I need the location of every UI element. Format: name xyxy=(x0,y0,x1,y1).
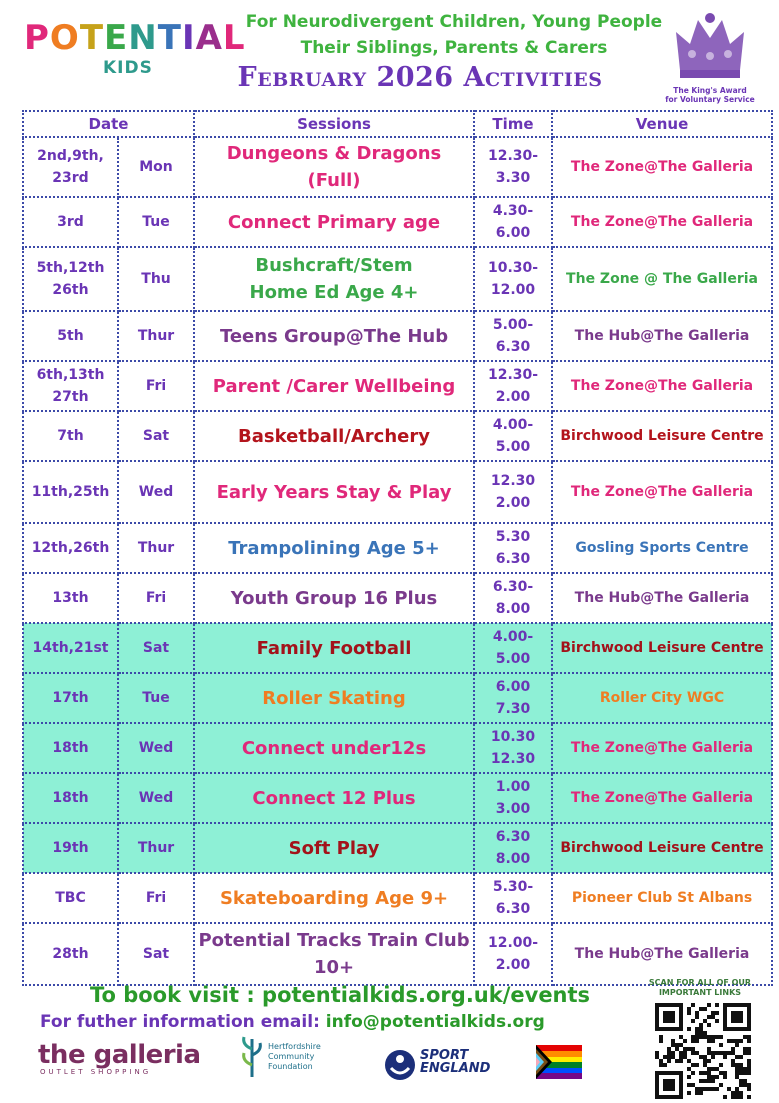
cell-date xyxy=(23,411,118,461)
sport-england-logo xyxy=(420,1049,490,1075)
table-row xyxy=(23,623,772,673)
cell-date-text: 17th xyxy=(52,690,89,706)
cell-session-text: 10+ xyxy=(313,957,355,978)
cell-day xyxy=(118,673,194,723)
cell-date-text: 3rd xyxy=(57,214,84,230)
cell-date-text: 19th xyxy=(52,840,89,856)
cell-time xyxy=(474,923,552,985)
cell-day xyxy=(118,823,194,873)
cell-venue-text: The Hub@The Galleria xyxy=(574,328,750,344)
page-title: February 2026 Activities xyxy=(237,62,603,93)
cell-time-text: 12.30 xyxy=(490,473,536,489)
cell-day xyxy=(118,923,194,985)
cell-session xyxy=(194,461,474,523)
cell-venue xyxy=(552,523,772,573)
cell-time xyxy=(474,573,552,623)
cell-time-text: 2.00 xyxy=(495,957,531,973)
cell-session xyxy=(194,247,474,311)
crown-icon xyxy=(672,10,748,82)
header-time: Time xyxy=(474,111,552,137)
cell-time xyxy=(474,773,552,823)
cell-day-text: Tue xyxy=(142,690,170,706)
cell-date-text: 14th,21st xyxy=(32,640,109,656)
cell-day-text: Tue xyxy=(142,214,170,230)
cell-session xyxy=(194,311,474,361)
cell-session-text: Youth Group 16 Plus xyxy=(230,587,438,609)
cell-session xyxy=(194,361,474,411)
cell-session-text: Family Football xyxy=(256,637,412,659)
galleria-logo: the galleria xyxy=(38,1040,201,1070)
cell-venue xyxy=(552,411,772,461)
cell-time-text: 12.00- xyxy=(487,935,539,951)
cell-venue-text: Pioneer Club St Albans xyxy=(571,890,753,906)
cell-date-text: 6th,13th xyxy=(36,367,105,383)
cell-venue xyxy=(552,461,772,523)
header-sessions: Sessions xyxy=(194,111,474,137)
cell-time-text: 4.00- xyxy=(492,417,534,433)
cell-time-text: 6.30 xyxy=(495,551,531,567)
cell-time-text: 5.00 xyxy=(495,439,531,455)
cell-venue xyxy=(552,197,772,247)
cell-venue xyxy=(552,673,772,723)
cell-session-text: Early Years Stay & Play xyxy=(216,481,452,503)
cell-session xyxy=(194,623,474,673)
cell-session xyxy=(194,137,474,197)
cell-session xyxy=(194,411,474,461)
herts-line-3: Foundation xyxy=(268,1062,313,1071)
logo-letter: L xyxy=(222,18,246,58)
cell-venue-text: Birchwood Leisure Centre xyxy=(560,840,764,856)
cell-session xyxy=(194,673,474,723)
cell-day-text: Fri xyxy=(145,378,167,394)
table-row xyxy=(23,361,772,411)
cell-day-text: Wed xyxy=(138,790,174,806)
logo-letter: T xyxy=(79,18,105,58)
cell-venue xyxy=(552,773,772,823)
herts-foundation-logo xyxy=(268,1042,321,1072)
cell-time xyxy=(474,673,552,723)
cell-date xyxy=(23,773,118,823)
cell-day-text: Sat xyxy=(142,428,170,444)
logo-letter: T xyxy=(157,18,182,58)
cell-time-text: 3.30 xyxy=(495,170,531,186)
herts-line-1: Hertfordshire xyxy=(268,1042,321,1051)
cell-day-text: Fri xyxy=(145,590,167,606)
cell-session-text: Connect 12 Plus xyxy=(252,787,416,809)
cell-venue-text: The Zone@The Galleria xyxy=(570,378,754,394)
logo-letter: O xyxy=(49,18,80,58)
cell-day xyxy=(118,311,194,361)
cell-venue xyxy=(552,573,772,623)
cell-date xyxy=(23,523,118,573)
cell-time-text: 6.30 xyxy=(495,901,531,917)
cell-time xyxy=(474,873,552,923)
galleria-logo-sub: OUTLET SHOPPING xyxy=(40,1068,152,1076)
email-line xyxy=(40,1012,545,1032)
sport-england-icon xyxy=(383,1048,417,1082)
cell-time-text: 8.00 xyxy=(495,601,531,617)
cell-time xyxy=(474,623,552,673)
cell-venue xyxy=(552,247,772,311)
table-row xyxy=(23,311,772,361)
cell-time xyxy=(474,247,552,311)
cell-day-text: Thu xyxy=(141,271,171,287)
cell-venue-text: The Hub@The Galleria xyxy=(574,946,750,962)
cell-venue-text: The Zone@The Galleria xyxy=(570,484,754,500)
cell-day-text: Thur xyxy=(137,328,175,344)
cell-time-text: 2.00 xyxy=(495,495,531,511)
cell-venue xyxy=(552,873,772,923)
cell-time xyxy=(474,723,552,773)
cell-time-text: 6.00 xyxy=(495,225,531,241)
cell-date-text: 5th xyxy=(57,328,84,344)
cell-date-text: 5th,12th xyxy=(36,260,105,276)
cell-day xyxy=(118,773,194,823)
cell-session xyxy=(194,573,474,623)
table-row xyxy=(23,197,772,247)
cell-session-text: Dungeons & Dragons xyxy=(226,143,442,164)
cell-time-text: 5.30 xyxy=(495,529,531,545)
cell-time-text: 7.30 xyxy=(495,701,531,717)
cell-venue-text: The Hub@The Galleria xyxy=(574,590,750,606)
cell-time-text: 6.30 xyxy=(495,339,531,355)
cell-day xyxy=(118,873,194,923)
cell-day-text: Sat xyxy=(142,640,170,656)
cell-date xyxy=(23,623,118,673)
cell-venue-text: The Zone@The Galleria xyxy=(570,214,754,230)
booking-link-text: To book visit : potentialkids.org.uk/events xyxy=(89,983,591,1007)
cell-day xyxy=(118,197,194,247)
cell-session-text: Teens Group@The Hub xyxy=(219,325,449,347)
cell-date-text: 23rd xyxy=(52,170,89,186)
cell-venue xyxy=(552,623,772,673)
cell-day-text: Wed xyxy=(138,740,174,756)
cell-session-text: Roller Skating xyxy=(262,687,406,709)
activities-table xyxy=(22,110,773,986)
cell-venue-text: The Zone@The Galleria xyxy=(570,740,754,756)
herts-foundation-icon xyxy=(238,1035,266,1079)
table-row xyxy=(23,411,772,461)
table-row xyxy=(23,673,772,723)
cell-date xyxy=(23,197,118,247)
table-row xyxy=(23,723,772,773)
cell-time xyxy=(474,197,552,247)
cell-time-text: 12.30 xyxy=(490,751,536,767)
cell-time-text: 6.00 xyxy=(495,679,531,695)
cell-date xyxy=(23,573,118,623)
cell-venue xyxy=(552,361,772,411)
cell-day xyxy=(118,411,194,461)
cell-session xyxy=(194,923,474,985)
cell-venue xyxy=(552,823,772,873)
table-row xyxy=(23,823,772,873)
cell-session-text: Skateboarding Age 9+ xyxy=(219,887,449,909)
cell-session xyxy=(194,773,474,823)
cell-date xyxy=(23,823,118,873)
cell-date xyxy=(23,873,118,923)
email-address: info@potentialkids.org xyxy=(325,1012,545,1032)
logo-kids: KIDS xyxy=(103,58,153,78)
cell-time xyxy=(474,411,552,461)
cell-time-text: 10.30- xyxy=(487,260,539,276)
email-label: For futher information email: xyxy=(40,1012,320,1032)
cell-day xyxy=(118,361,194,411)
cell-time-text: 5.00 xyxy=(495,651,531,667)
table-row xyxy=(23,461,772,523)
cell-date-text: 2nd,9th, xyxy=(37,148,104,164)
cell-day-text: Wed xyxy=(138,484,174,500)
cell-date-text: 7th xyxy=(57,428,84,444)
cell-session xyxy=(194,523,474,573)
cell-time-text: 4.30- xyxy=(492,203,534,219)
table-row xyxy=(23,523,772,573)
cell-day xyxy=(118,573,194,623)
cell-date xyxy=(23,247,118,311)
cell-day xyxy=(118,623,194,673)
table-header-row xyxy=(23,111,772,137)
table-row xyxy=(23,137,772,197)
cell-day xyxy=(118,461,194,523)
cell-time-text: 12.30- xyxy=(487,148,539,164)
cell-day-text: Fri xyxy=(145,890,167,906)
cell-time-text: 2.00 xyxy=(495,389,531,405)
award-line-2: for Voluntary Service xyxy=(665,95,755,104)
cell-time xyxy=(474,137,552,197)
cell-time-text: 1.00 xyxy=(495,779,531,795)
cell-session-text: Bushcraft/Stem xyxy=(255,255,413,276)
tagline-line-1: For Neurodivergent Children, Young People xyxy=(245,12,663,32)
cell-date xyxy=(23,923,118,985)
cell-time-text: 6.30 xyxy=(495,829,531,845)
cell-time xyxy=(474,523,552,573)
cell-venue-text: The Zone@The Galleria xyxy=(570,790,754,806)
cell-day xyxy=(118,247,194,311)
cell-venue-text: The Zone@The Galleria xyxy=(570,159,754,175)
cell-session-text: Trampolining Age 5+ xyxy=(228,537,440,559)
cell-date-text: 26th xyxy=(52,282,89,298)
herts-line-2: Community xyxy=(268,1052,315,1061)
cell-date-text: 13th xyxy=(52,590,89,606)
sport-line-2: ENGLAND xyxy=(420,1061,491,1076)
cell-venue xyxy=(552,923,772,985)
cell-venue xyxy=(552,723,772,773)
cell-date xyxy=(23,673,118,723)
table-row xyxy=(23,573,772,623)
cell-session-text: Potential Tracks Train Club xyxy=(198,930,470,951)
cell-time xyxy=(474,461,552,523)
logo-letter: N xyxy=(128,18,158,58)
cell-date xyxy=(23,137,118,197)
tagline-line-2: Their Siblings, Parents & Carers xyxy=(300,38,608,58)
cell-session xyxy=(194,197,474,247)
cell-time-text: 10.30 xyxy=(490,729,536,745)
cell-time xyxy=(474,311,552,361)
cell-venue xyxy=(552,137,772,197)
cell-time-text: 12.00 xyxy=(490,282,536,298)
logo-letter: P xyxy=(24,18,50,58)
cell-time-text: 4.00- xyxy=(492,629,534,645)
header-date: Date xyxy=(23,111,194,137)
cell-day-text: Thur xyxy=(137,540,175,556)
cell-date-text: 11th,25th xyxy=(31,484,110,500)
cell-day-text: Sat xyxy=(142,946,170,962)
cell-time-text: 5.30- xyxy=(492,879,534,895)
table-row xyxy=(23,247,772,311)
logo-letter: I xyxy=(181,18,196,58)
logo-letter: A xyxy=(195,18,223,58)
cell-session-text: Connect Primary age xyxy=(227,211,441,233)
cell-day xyxy=(118,523,194,573)
table-row xyxy=(23,923,772,985)
cell-time xyxy=(474,823,552,873)
cell-session-text: Soft Play xyxy=(288,837,380,859)
cell-time-text: 5.00- xyxy=(492,317,534,333)
cell-day-text: Mon xyxy=(139,159,173,175)
cell-date xyxy=(23,461,118,523)
cell-day-text: Thur xyxy=(137,840,175,856)
potential-logo xyxy=(24,18,246,58)
award-line-1: The King's Award xyxy=(673,86,747,95)
cell-session-text: Connect under12s xyxy=(241,737,427,759)
cell-venue-text: Birchwood Leisure Centre xyxy=(560,428,764,444)
cell-session-text: Home Ed Age 4+ xyxy=(249,282,419,303)
cell-session-text: (Full) xyxy=(307,170,361,191)
cell-venue-text: The Zone @ The Galleria xyxy=(566,271,758,287)
scan-caption: SCAN FOR ALL OF OUR IMPORTANT LINKS xyxy=(648,978,752,997)
cell-date xyxy=(23,311,118,361)
progress-pride-flag-icon xyxy=(536,1045,582,1079)
cell-day xyxy=(118,723,194,773)
cell-time-text: 6.30- xyxy=(492,579,534,595)
cell-session xyxy=(194,873,474,923)
cell-venue-text: Roller City WGC xyxy=(599,690,725,706)
cell-venue-text: Birchwood Leisure Centre xyxy=(560,640,764,656)
cell-time xyxy=(474,361,552,411)
cell-session-text: Basketball/Archery xyxy=(238,425,430,447)
cell-time-text: 8.00 xyxy=(495,851,531,867)
cell-session-text: Parent /Carer Wellbeing xyxy=(212,375,456,397)
cell-time-text: 12.30- xyxy=(487,367,539,383)
cell-date xyxy=(23,723,118,773)
cell-date-text: TBC xyxy=(55,890,86,906)
cell-date-text: 18th xyxy=(52,790,89,806)
cell-time-text: 3.00 xyxy=(495,801,531,817)
header-venue: Venue xyxy=(552,111,772,137)
table-row xyxy=(23,873,772,923)
cell-session xyxy=(194,823,474,873)
cell-date-text: 27th xyxy=(52,389,89,405)
cell-venue xyxy=(552,311,772,361)
cell-date xyxy=(23,361,118,411)
logo-letter: E xyxy=(104,18,129,58)
qr-code-icon xyxy=(655,1003,751,1099)
cell-day xyxy=(118,137,194,197)
cell-date-text: 28th xyxy=(52,946,89,962)
cell-date-text: 12th,26th xyxy=(31,540,110,556)
cell-date-text: 18th xyxy=(52,740,89,756)
kings-award-badge xyxy=(660,10,760,110)
sport-line-1: SPORT xyxy=(420,1048,469,1063)
cell-session xyxy=(194,723,474,773)
cell-venue-text: Gosling Sports Centre xyxy=(575,540,749,556)
table-row xyxy=(23,773,772,823)
